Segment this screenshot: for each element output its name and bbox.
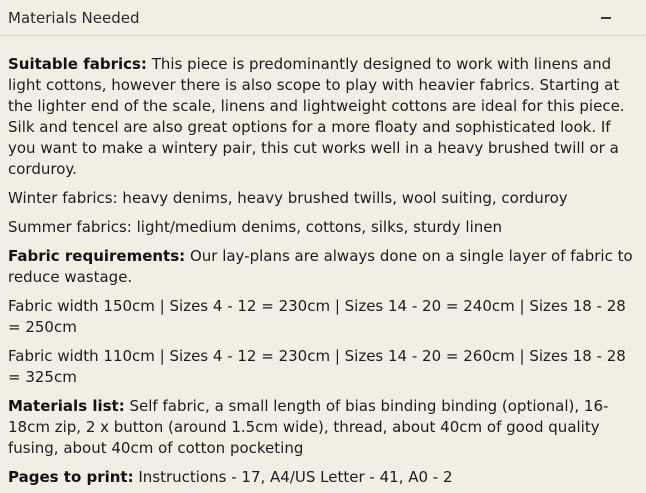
fabric-width-150-paragraph: Fabric width 150cm | Sizes 4 - 12 = 230cm | Sizes 14 - 20 = 240cm | Sizes 18 - 28 = 250cm (8, 297, 626, 336)
suitable-fabrics-text: This piece is predominantly designed to work with linens and light cottons, however there is also scope to play with heavier fabrics. Starting at the lighter end of the scale, linens and lightweight cottons are ideal for this piece. Silk and tencel are also great options for a more floaty and sophisticated look. If you want to make a wintery pair, this cut works well in a heavy brushed twill or a corduroy. (8, 55, 625, 178)
suitable-fabrics-label: Suitable fabrics: (8, 55, 147, 73)
minus-icon (601, 17, 611, 19)
panel-title: Materials Needed (8, 9, 140, 27)
materials-list-paragraph (8, 396, 634, 459)
accordion-content (8, 54, 634, 493)
fabric-width-110-paragraph: Fabric width 110cm | Sizes 4 - 12 = 230cm | Sizes 14 - 20 = 260cm | Sizes 18 - 28 = 325cm (8, 347, 626, 386)
materials-list-label: Materials list: (8, 397, 125, 415)
winter-fabrics-paragraph: Winter fabrics: heavy denims, heavy brushed twills, wool suiting, corduroy (8, 189, 568, 207)
fabric-requirements-label: Fabric requirements: (8, 247, 186, 265)
fabric-requirements-text: Our lay-plans are always done on a single layer of fabric to reduce wastage. (8, 247, 633, 286)
pages-to-print-text: Instructions - 17, A4/US Letter - 41, A0 - 2 (133, 468, 453, 486)
summer-fabrics-paragraph: Summer fabrics: light/medium denims, cottons, silks, sturdy linen (8, 218, 502, 236)
suitable-fabrics-paragraph (8, 54, 634, 180)
pages-to-print-label: Pages to print: (8, 468, 134, 486)
pages-to-print-paragraph (8, 467, 634, 488)
collapse-button[interactable] (592, 7, 620, 29)
accordion-header[interactable] (0, 0, 646, 36)
materials-list-text: Self fabric, a small length of bias binding binding (optional), 16-18cm zip, 2 x button (around 1.5cm wide), thread, about 40cm of good quality fusing, about 40cm of cotton pocketing (8, 397, 609, 457)
fabric-requirements-paragraph (8, 246, 634, 288)
